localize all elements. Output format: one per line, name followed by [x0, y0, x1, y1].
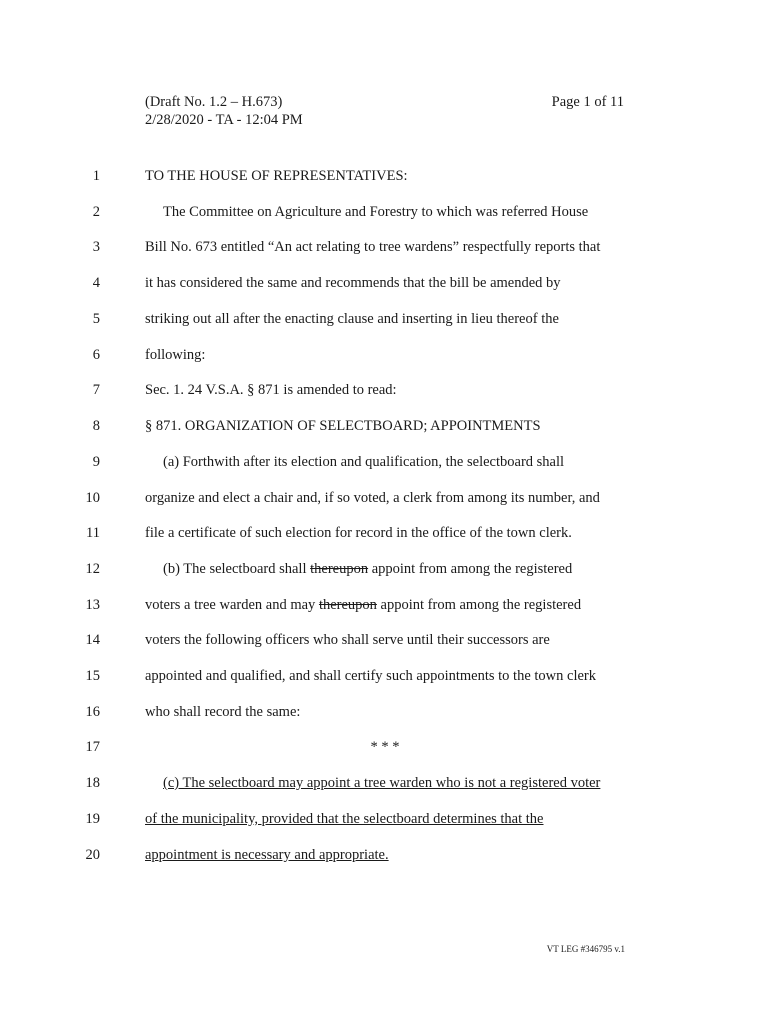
bill-line: [0, 452, 770, 476]
line-text: following:: [145, 347, 206, 363]
draft-date: 2/28/2020 - TA - 12:04 PM: [145, 112, 303, 128]
line-number: 1: [92, 168, 100, 184]
line-text: The Committee on Agriculture and Forestry to which was referred House: [163, 204, 589, 220]
line-text: organize and elect a chair and, if so voted, a clerk from among its number, and: [145, 490, 600, 506]
bill-line: [0, 345, 770, 369]
line-number: 12: [85, 561, 100, 577]
line-text: who shall record the same:: [145, 704, 301, 720]
line-number: 18: [85, 775, 100, 791]
document-footer: VT LEG #346795 v.1: [546, 944, 625, 954]
inserted-text: appointment is necessary and appropriate.: [145, 847, 389, 863]
line-number: 19: [85, 811, 100, 827]
line-text: voters a tree warden and may thereupon appoint from among the registered: [145, 597, 582, 613]
line-number: 20: [85, 847, 100, 863]
bill-line: [0, 523, 770, 547]
section-heading: § 871. ORGANIZATION OF SELECTBOARD; APPOINTMENTS: [145, 418, 541, 434]
bill-line: [0, 273, 770, 297]
line-text: appointed and qualified, and shall certify such appointments to the town clerk: [145, 668, 596, 684]
line-number: 8: [92, 418, 100, 434]
line-text: (b) The selectboard shall thereupon appoint from among the registered: [163, 561, 573, 577]
line-text: striking out all after the enacting clause and inserting in lieu thereof the: [145, 311, 559, 327]
bill-line: [0, 666, 770, 690]
line-number: 5: [92, 311, 100, 327]
bill-line: [0, 166, 770, 190]
bill-line: [0, 416, 770, 440]
draft-number: (Draft No. 1.2 – H.673): [145, 94, 283, 110]
struck-text: thereupon: [310, 561, 369, 577]
bill-line: [0, 488, 770, 512]
line-number: 11: [86, 525, 100, 541]
bill-line: [0, 202, 770, 226]
line-number: 6: [92, 347, 100, 363]
line-text: it has considered the same and recommends that the bill be amended by: [145, 275, 561, 291]
bill-line: [0, 630, 770, 654]
bill-line: [0, 737, 770, 761]
omission-marker: * * *: [370, 739, 400, 755]
bill-line: [0, 595, 770, 619]
line-number: 14: [85, 632, 100, 648]
line-number: 9: [92, 454, 100, 470]
line-number: 3: [92, 239, 100, 255]
line-text: TO THE HOUSE OF REPRESENTATIVES:: [145, 168, 408, 184]
line-number: 16: [85, 704, 100, 720]
bill-line: [0, 380, 770, 404]
line-number: 17: [85, 739, 100, 755]
line-text: file a certificate of such election for record in the office of the town clerk.: [145, 525, 572, 541]
line-number: 13: [85, 597, 100, 613]
bill-line: [0, 773, 770, 797]
document-header: [145, 93, 303, 129]
bill-line: [0, 237, 770, 261]
bill-line: [0, 845, 770, 869]
line-number: 2: [92, 204, 100, 220]
page-number: Page 1 of 11: [551, 94, 624, 110]
bill-line: [0, 702, 770, 726]
bill-line: [0, 809, 770, 833]
line-text: Bill No. 673 entitled “An act relating to tree wardens” respectfully reports that: [145, 239, 601, 255]
inserted-text: of the municipality, provided that the selectboard determines that the: [145, 811, 544, 827]
inserted-text: (c) The selectboard may appoint a tree warden who is not a registered voter: [163, 775, 601, 791]
line-text: (a) Forthwith after its election and qualification, the selectboard shall: [163, 454, 565, 470]
line-text: voters the following officers who shall serve until their successors are: [145, 632, 550, 648]
struck-text: thereupon: [318, 597, 377, 613]
bill-line: [0, 309, 770, 333]
bill-line: [0, 559, 770, 583]
line-number: 4: [92, 275, 100, 291]
line-number: 10: [85, 490, 100, 506]
line-number: 15: [85, 668, 100, 684]
line-number: 7: [92, 382, 100, 398]
line-text: Sec. 1. 24 V.S.A. § 871 is amended to read:: [145, 382, 397, 398]
